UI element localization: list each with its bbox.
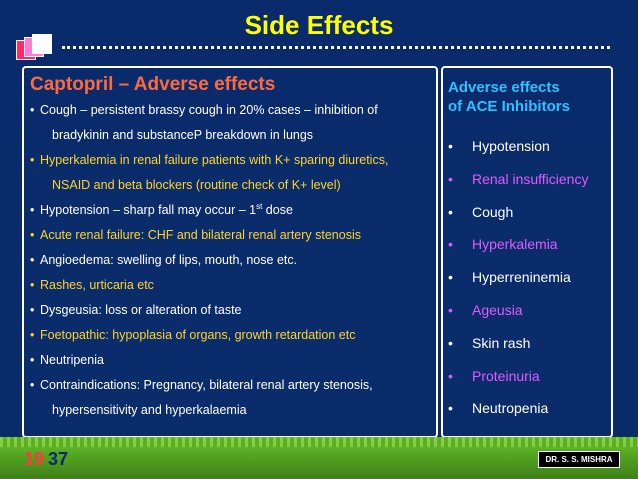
list-item: • Hyperkalemia	[448, 236, 588, 269]
captopril-panel	[22, 66, 438, 438]
list-item: • Hyperreninemia	[448, 269, 588, 302]
item-text: Cough – persistent brassy cough in 20% cases – inhibition of	[40, 103, 378, 117]
list-item	[30, 279, 435, 292]
item-text: Dysgeusia: loss or alteration of taste	[40, 303, 242, 317]
list-item	[30, 104, 435, 142]
ace-heading	[448, 78, 570, 116]
list-item: • Skin rash	[448, 335, 588, 368]
list-item	[30, 304, 435, 317]
list-item	[30, 329, 435, 342]
ace-inhibitors-panel	[441, 66, 613, 438]
list-item	[30, 379, 435, 417]
logo-squares-icon	[16, 34, 60, 62]
ace-heading-line2: of ACE Inhibitors	[448, 98, 570, 115]
page-number	[24, 449, 68, 470]
item-text: Pregnancy, bilateral renal artery stenosis,	[140, 378, 373, 392]
list-item	[30, 229, 435, 242]
list-item: • Proteinuria	[448, 368, 588, 401]
item-text: Hypotension – sharp fall may occur – 1	[40, 203, 257, 217]
ace-heading-line1: Adverse effects	[448, 79, 560, 96]
list-item: • Renal insufficiency	[448, 171, 588, 204]
item-text: Hyperkalemia in renal failure patients with K+ sparing diuretics,	[40, 153, 389, 167]
item-text-cont: NSAID and beta blockers (routine check of K+ level)	[52, 178, 341, 192]
item-text: Foetopathic: hypoplasia of organs, growth retardation etc	[40, 328, 356, 342]
item-sup: st	[256, 201, 263, 211]
captopril-list	[30, 104, 435, 429]
captopril-heading: Captopril – Adverse effects	[30, 74, 276, 95]
ace-list	[448, 138, 588, 433]
author-badge: DR. S. S. MISHRA	[538, 451, 620, 468]
item-text-cont: bradykinin and substanceP breakdown in lungs	[52, 128, 314, 142]
list-item	[30, 254, 435, 267]
slide-title: Side Effects	[244, 10, 394, 40]
item-text-cont: hypersensitivity and hyperkalaemia	[52, 403, 247, 417]
page-total: 37	[48, 449, 69, 469]
list-item: • Ageusia	[448, 302, 588, 335]
title-divider	[62, 46, 610, 49]
item-text: Rashes, urticaria etc	[40, 278, 154, 292]
item-text: Neutripenia	[40, 353, 104, 367]
list-item	[30, 154, 435, 192]
list-item: • Hypotension	[448, 138, 588, 171]
list-item: • Neutropenia	[448, 400, 588, 433]
item-text-end: dose	[262, 203, 293, 217]
item-text: Angioedema: swelling of lips, mouth, nose etc.	[40, 253, 298, 267]
item-text: Acute renal failure: CHF and bilateral renal artery stenosis	[40, 228, 361, 242]
page-current: 19	[24, 449, 45, 469]
list-item: • Cough	[448, 204, 588, 237]
contraindications-label: Contraindications:	[40, 378, 141, 392]
list-item	[30, 354, 435, 367]
list-item	[30, 201, 435, 217]
